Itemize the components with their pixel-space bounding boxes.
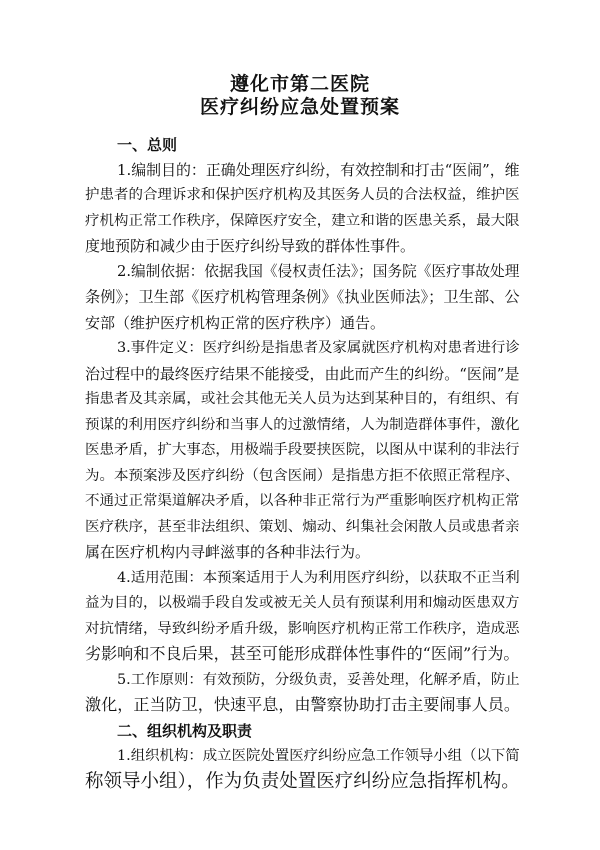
text-line: 治过程中的最终医疗结果不能接受，由此而产生的纠纷。“医闹”是 (85, 365, 520, 383)
text-line: 安部（维护医疗机构正常的医疗秩序）通告。 (85, 314, 386, 332)
text-line: 3.事件定义：医疗纠纷是指患者及家属就医疗机构对患者进行诊 (117, 340, 520, 356)
text-line: 为。本预案涉及医疗纠纷（包含医闹）是指患方拒不依照正常程序、 (85, 468, 520, 484)
text-line: 医患矛盾，扩大事态，用极端手段要挟医院，以图从中谋利的非法行 (85, 442, 520, 458)
text-line: 对抗情绪，导致纠纷矛盾升级，影响医疗机构正常工作秩序，造成恶 (85, 621, 520, 637)
text-line: 不通过正常渠道解决矛盾，以各种非正常行为严重影响医疗机构正常 (85, 493, 520, 509)
text-line: 劣影响和不良后果，甚至可能形成群体性事件的“医闹”行为。 (85, 644, 520, 663)
text-line: 5.工作原则：有效预防，分级负责，妥善处理，化解矛盾，防止 (117, 672, 520, 688)
section-heading-organization: 二、组织机构及职责 (117, 722, 253, 740)
text-line: 称领导小组），作为负责处置医疗纠纷应急指挥机构。 (85, 771, 520, 792)
text-line: 指患者及其亲属，或社会其他无关人员为达到某种目的，有组织、有 (85, 391, 520, 407)
text-line: 益为目的，以极端手段自发或被无关人员有预谋利用和煽动医患双方 (85, 595, 520, 611)
text-line: 条例》；卫生部《医疗机构管理条例》《执业医师法》；卫生部、公 (85, 288, 520, 306)
text-line: 4.适用范围：本预案适用于人为利用医疗纠纷，以获取不正当利 (117, 570, 520, 586)
text-line: 度地预防和减少由于医疗纠纷导致的群体性事件。 (85, 237, 416, 255)
text-line: 医疗秩序，甚至非法组织、策划、煽动、纠集社会闲散人员或患者亲 (85, 519, 520, 535)
text-line: 1.编制目的：正确处理医疗纠纷，有效控制和打击“医闹”，维 (117, 161, 520, 179)
section-heading-general: 一、总则 (117, 136, 178, 154)
text-line: 1.组织机构：成立医院处置医疗纠纷应急工作领导小组（以下简 (117, 748, 520, 764)
text-line: 护患者的合理诉求和保护医疗机构及其医务人员的合法权益，维护医 (85, 187, 520, 203)
text-line: 激化，正当防卫，快速平息，由警察协助打击主要闹事人员。 (85, 695, 520, 714)
text-line: 预谋的利用医疗纠纷和当事人的过激情绪，人为制造群体事件，激化 (85, 417, 520, 433)
text-line: 疗机构正常工作秩序，保障医疗安全，建立和谐的医患关系，最大限 (85, 213, 520, 229)
text-line: 属在医疗机构内寻衅滋事的各种非法行为。 (85, 543, 371, 561)
hospital-title: 遵化市第二医院 (229, 73, 370, 95)
document-title: 医疗纠纷应急处置预案 (199, 96, 400, 118)
text-line: 2.编制依据：依据我国《侵权责任法》；国务院《医疗事故处理 (117, 263, 520, 280)
